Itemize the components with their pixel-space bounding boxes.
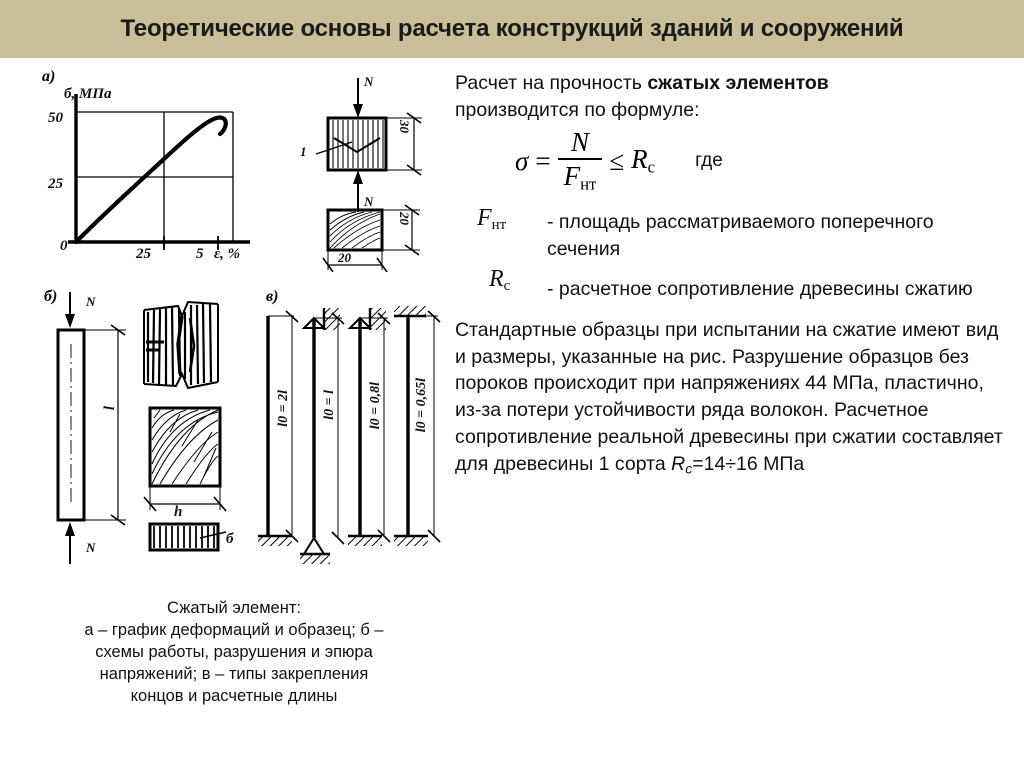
chart-ytick-0: 0 bbox=[60, 238, 68, 254]
definition-symbol-r bbox=[455, 266, 547, 295]
member-force-top-label: N bbox=[86, 294, 96, 309]
body-text-part1: Стандартные образцы при испытании на сжатие имеют вид и размеры, указанные на рис. Разрушение образцов без пороков происходит при напряжениях 44 МПа, пластично, из-за потери устойчивости ряда волокон. Расчетное сопротивление реальной древесины при сжатии составляет для древесины 1 сорта bbox=[455, 318, 1003, 475]
formula-denominator bbox=[558, 160, 603, 193]
strength-formula bbox=[515, 129, 655, 193]
content-column bbox=[455, 70, 1015, 498]
definition-symbol-r-base: R bbox=[489, 266, 504, 293]
figure-label-b: б) bbox=[44, 288, 58, 305]
specimen-callout-1: 1 bbox=[300, 144, 307, 159]
compression-member-diagram bbox=[30, 286, 270, 586]
figure-label-v: в) bbox=[266, 288, 279, 305]
formula-rhs-subscript: с bbox=[647, 158, 656, 178]
definition-symbol-f bbox=[455, 205, 547, 234]
stress-strain-chart bbox=[28, 70, 278, 275]
formula-leq: ≤ bbox=[609, 145, 625, 176]
effective-length-label-4: l0 = 0,65l bbox=[414, 378, 429, 433]
strength-formula-row bbox=[515, 129, 1015, 193]
figure-column bbox=[0, 58, 452, 598]
chart-xtick-25: 25 bbox=[136, 246, 151, 262]
caption-line-4: концов и расчетные длины bbox=[130, 686, 338, 705]
chart-ytick-50: 50 bbox=[48, 110, 63, 126]
definition-resistance bbox=[455, 266, 1015, 303]
specimen-section-width-dim: 20 bbox=[338, 250, 351, 265]
formula-equals: = bbox=[535, 145, 551, 176]
body-text-part2: =14÷16 МПа bbox=[692, 452, 805, 475]
formula-rhs-symbol: R bbox=[631, 144, 648, 175]
specimen-drawing bbox=[300, 72, 450, 272]
caption-line-1: а – график деформаций и образец; б – bbox=[84, 620, 384, 639]
specimen-height-dim: 30 bbox=[397, 120, 412, 133]
body-symbol-r: R bbox=[671, 452, 686, 475]
caption-line-2: схемы работы, разрушения и эпюра bbox=[95, 642, 373, 661]
body-symbol-r-subscript: c bbox=[685, 460, 693, 476]
formula-denominator-symbol: F bbox=[563, 161, 581, 192]
lead-paragraph bbox=[455, 70, 985, 123]
body-paragraph bbox=[455, 317, 1003, 478]
definition-text-area: - площадь рассматриваемого поперечного сечения bbox=[547, 211, 934, 260]
definition-symbol-f-base: F bbox=[477, 205, 492, 232]
effective-length-label-2: l0 = l bbox=[322, 390, 337, 420]
definition-text-resistance: - расчетное сопротивление древесины сжатию bbox=[547, 278, 973, 301]
member-length-label: l bbox=[102, 406, 118, 411]
definition-area bbox=[455, 205, 1015, 262]
formula-denominator-subscript: нт bbox=[580, 174, 597, 194]
chart-ytick-25: 25 bbox=[48, 176, 63, 192]
lead-bold-text: сжатых элементов bbox=[647, 72, 829, 94]
caption-title: Сжатый элемент: bbox=[167, 599, 301, 617]
section-width-label: h bbox=[174, 504, 183, 520]
member-force-bottom-label: N bbox=[86, 540, 96, 555]
figure-caption bbox=[18, 598, 450, 708]
page-title: Теоретические основы расчета конструкций зданий и сооружений bbox=[120, 15, 904, 42]
formula-where-label: где bbox=[695, 150, 723, 172]
effective-length-label-1: l0 = 2l bbox=[276, 390, 291, 427]
formula-numerator: N bbox=[570, 127, 589, 158]
figure-label-a: а) bbox=[42, 68, 56, 85]
specimen-force-bottom-label: N bbox=[364, 194, 374, 209]
lead-plain-text: Расчет на прочность bbox=[455, 72, 648, 94]
specimen-section-height-dim: 20 bbox=[397, 212, 412, 225]
definition-symbol-r-subscript: с bbox=[503, 278, 511, 295]
effective-length-diagram bbox=[258, 286, 453, 586]
chart-x-axis-label: ε, % bbox=[214, 246, 241, 262]
chart-y-axis-label: б, МПа bbox=[64, 86, 112, 102]
stress-diagram-label: б bbox=[226, 531, 234, 547]
definition-symbol-f-subscript: нт bbox=[491, 217, 507, 234]
formula-fraction bbox=[558, 129, 603, 193]
formula-rhs bbox=[631, 144, 655, 178]
effective-length-label-3: l0 = 0,8l bbox=[368, 382, 383, 430]
caption-line-3: напряжений; в – типы закрепления bbox=[99, 664, 369, 683]
lead-tail-text: производится по формуле: bbox=[455, 98, 700, 121]
chart-xtick-5: 5 bbox=[196, 246, 204, 262]
specimen-force-top-label: N bbox=[364, 74, 374, 89]
formula-sigma: σ bbox=[515, 145, 529, 176]
